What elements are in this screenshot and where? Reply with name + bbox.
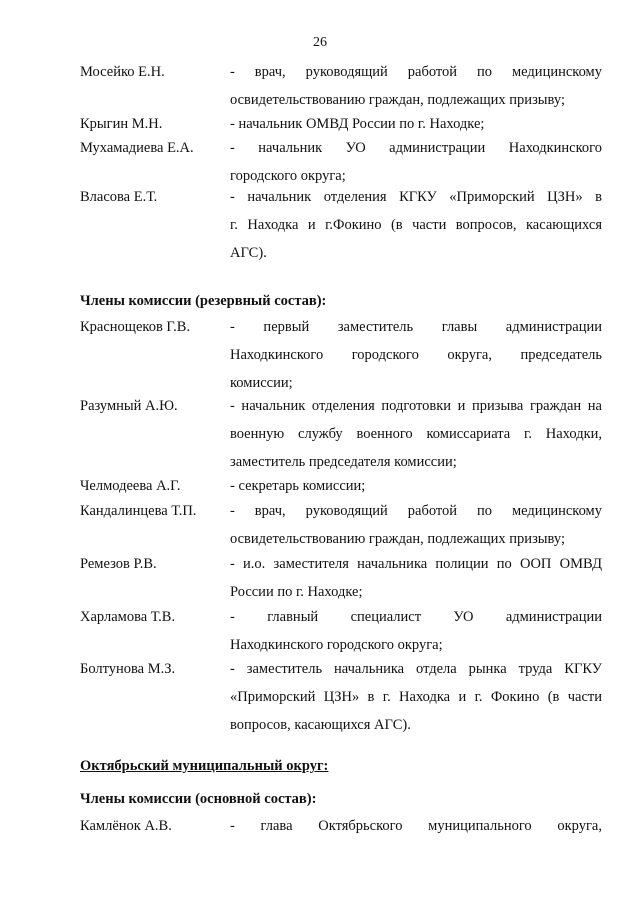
member-name: Челмодеева А.Г.	[80, 478, 181, 494]
member-role: - и.о. заместителя начальника полиции по ООП ОМВД России по г. Находке;	[230, 556, 602, 600]
member-role: - первый заместитель главы администрации Находкинского городского округа, председатель комиссии;	[230, 319, 602, 391]
member-name: Краснощеков Г.В.	[80, 319, 191, 335]
member-name: Камлёнок А.В.	[80, 818, 172, 834]
member-role: - заместитель начальника отдела рынка труда КГКУ «Приморский ЦЗН» в г. Находка и г. Фокино (в части вопросов, касающихся АГС).	[230, 661, 602, 733]
section-heading-reserve: Члены комиссии (резервный состав):	[80, 293, 327, 309]
member-name: Крыгин М.Н.	[80, 116, 163, 132]
member-role: - врач, руководящий работой по медицинскому освидетельствованию граждан, подлежащих призыву;	[230, 503, 602, 547]
member-name: Мосейко Е.Н.	[80, 64, 165, 80]
member-role: - начальник отделения КГКУ «Приморский ЦЗН» в г. Находка и г.Фокино (в части вопросов, касающихся АГС).	[230, 189, 602, 261]
member-name: Ремезов Р.В.	[80, 556, 157, 572]
member-name: Власова Е.Т.	[80, 189, 158, 205]
member-role: - начальник отделения подготовки и призыва граждан на военную службу военного комиссариата г. Находки, заместитель председателя комиссии;	[230, 398, 602, 470]
member-name: Болтунова М.З.	[80, 661, 176, 677]
member-role: - секретарь комиссии;	[230, 478, 366, 494]
member-name: Кандалинцева Т.П.	[80, 503, 197, 519]
member-name: Разумный А.Ю.	[80, 398, 178, 414]
member-name: Харламова Т.В.	[80, 609, 176, 625]
page-number: 26	[313, 35, 327, 50]
member-role: - глава Октябрьского муниципального округа,	[230, 818, 602, 834]
member-name: Мухамадиева Е.А.	[80, 140, 194, 156]
member-role: - начальник ОМВД России по г. Находке;	[230, 116, 485, 132]
section-heading-main: Члены комиссии (основной состав):	[80, 791, 317, 807]
section-heading-district: Октябрьский муниципальный округ:	[80, 758, 329, 774]
member-role: - начальник УО администрации Находкинского городского округа;	[230, 140, 602, 184]
member-role: - главный специалист УО администрации Находкинского городского округа;	[230, 609, 602, 653]
member-role: - врач, руководящий работой по медицинскому освидетельствованию граждан, подлежащих призыву;	[230, 64, 602, 108]
